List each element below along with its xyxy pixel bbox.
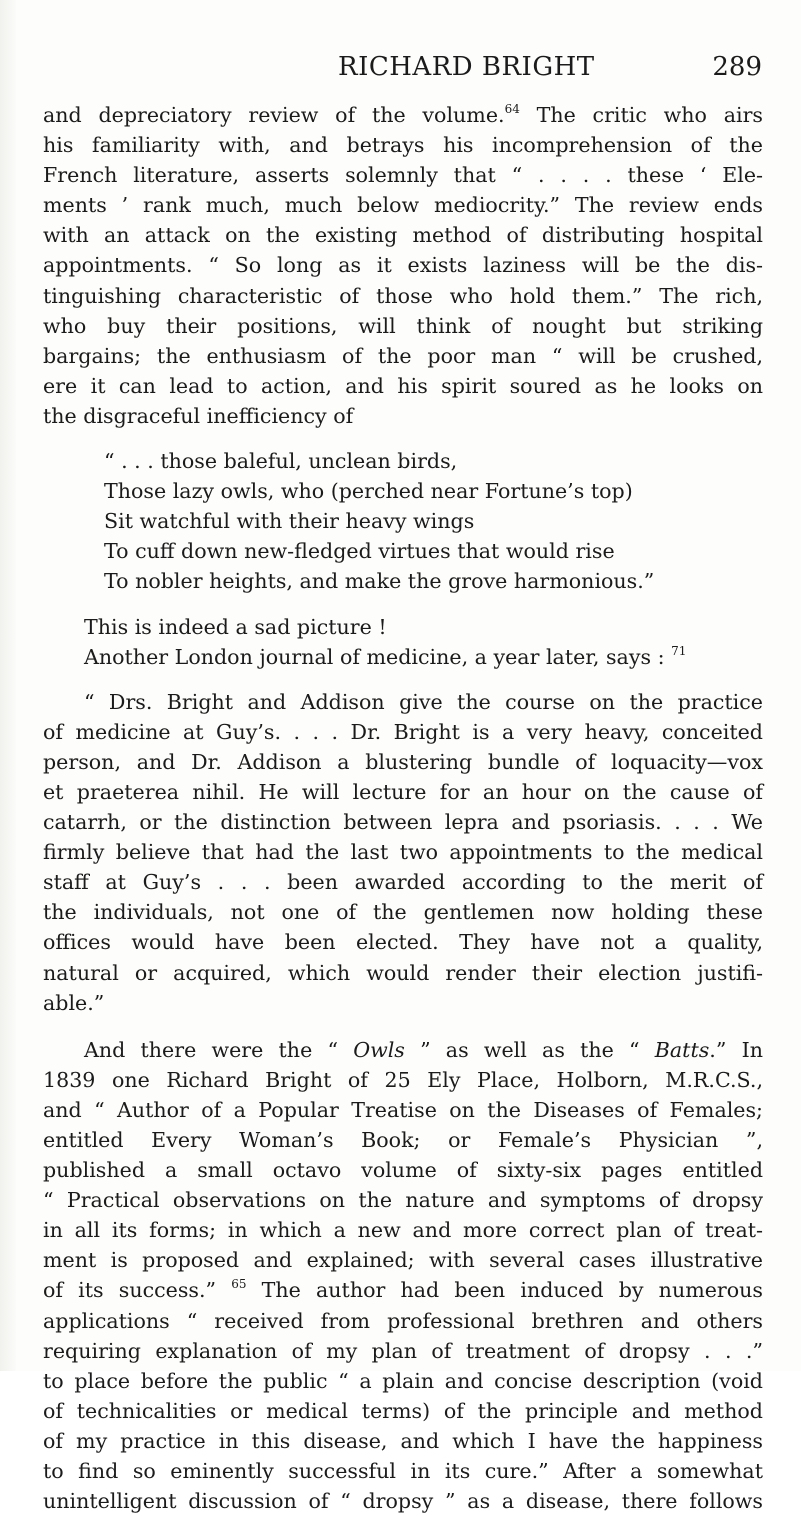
text-line: the individuals, not one of the gentlemen now holding these xyxy=(43,900,763,925)
text-line: of medicine at Guy’s. . . . Dr. Bright is a very heavy, conceited xyxy=(43,719,763,744)
text-line: applications “ received from professional brethren and others xyxy=(43,1308,763,1333)
text-line: ment is proposed and explained; with several cases illustrative xyxy=(43,1248,763,1273)
text-line: with an attack on the existing method of distributing hospital xyxy=(43,223,763,248)
paragraph-2 xyxy=(43,612,763,672)
verse-line: Those lazy owls, who (perched near Fortune’s top) xyxy=(104,479,633,504)
text-line: to place before the public “ a plain and concise description (void xyxy=(43,1368,763,1393)
text-line: offices would have been elected. They have not a quality, xyxy=(43,930,763,955)
spacer xyxy=(43,431,763,446)
paragraph-3 xyxy=(43,687,763,1018)
spacer xyxy=(43,672,763,687)
footnote-ref: 71 xyxy=(671,643,687,658)
text-line: bargains; the enthusiasm of the poor man “ will be crushed, xyxy=(43,343,763,368)
text-line: able.” xyxy=(43,990,105,1015)
text-line: of its success.” $^{65}$ The author had been induced by numerous xyxy=(43,1277,764,1303)
text-line: in all its forms; in which a new and more correct plan of treat- xyxy=(43,1218,763,1243)
verse-line: To nobler heights, and make the grove harmonious.” xyxy=(104,569,655,594)
text-line: requiring explanation of my plan of treatment of dropsy . . .” xyxy=(43,1338,763,1363)
text-line: of technicalities or medical terms) of the principle and method xyxy=(43,1398,763,1423)
text-line: 1839 one Richard Bright of 25 Ely Place, Holborn, M.R.C.S., xyxy=(43,1067,763,1092)
footnote-ref: 64 xyxy=(504,102,520,116)
body-text xyxy=(43,100,763,1516)
text-line: unintelligent discussion of “ dropsy ” as a disease, there follows xyxy=(43,1489,763,1514)
verse-quotation xyxy=(43,446,763,596)
text-line: published a small octavo volume of sixty-six pages entitled xyxy=(43,1158,763,1183)
text-line: person, and Dr. Addison a blustering bundle of loquacity—vox xyxy=(43,749,763,774)
text-line: This is indeed a sad picture ! xyxy=(84,614,387,639)
text-line: And there were the “ Owls ” as well as the “ Batts.” In xyxy=(84,1037,763,1062)
text-line: appointments. “ So long as it exists laziness will be the dis- xyxy=(43,253,763,278)
text-line: “ Drs. Bright and Addison give the course on the practice xyxy=(84,689,763,714)
text-line: of my practice in this disease, and which I have the happiness xyxy=(43,1428,763,1453)
text-line: and “ Author of a Popular Treatise on the Diseases of Females; xyxy=(43,1097,763,1122)
page-gutter xyxy=(0,0,16,1371)
spacer xyxy=(43,1018,763,1035)
text-line: ere it can lead to action, and his spirit soured as he looks on xyxy=(43,373,763,398)
text-line: entitled Every Woman’s Book; or Female’s Physician ”, xyxy=(43,1128,763,1152)
text-line: firmly believe that had the last two appointments to the medical xyxy=(43,840,763,865)
verse-line: Sit watchful with their heavy wings xyxy=(104,509,475,534)
text-line: Another London journal of medicine, a year later, says : $^{71}$ xyxy=(84,643,687,669)
text-line: the disgraceful inefficiency of xyxy=(43,403,354,428)
spacer xyxy=(43,597,763,612)
page-header xyxy=(0,52,801,88)
verse-line: To cuff down new-fledged virtues that would rise xyxy=(104,539,615,564)
text-line: and depreciatory review of the volume.$^{64}$ The critic who airs xyxy=(43,102,763,127)
running-title: RICHARD BRIGHT xyxy=(338,52,595,82)
text-line: French literature, asserts solemnly that “ . . . . these ‘ Ele- xyxy=(43,163,763,188)
text-line: tinguishing characteristic of those who hold them.” The rich, xyxy=(43,283,763,308)
verse-line: “ . . . those baleful, unclean birds, xyxy=(104,449,458,474)
italic-batts: Batts xyxy=(654,1037,710,1062)
text-line: catarrh, or the distinction between lepra and psoriasis. . . . We xyxy=(43,810,763,835)
text-line: to find so eminently successful in its cure.” After a somewhat xyxy=(43,1459,763,1484)
text-line: natural or acquired, which would render their election justifi- xyxy=(43,960,763,985)
text-line: “ Practical observations on the nature and symptoms of dropsy xyxy=(43,1188,763,1213)
paragraph-1 xyxy=(43,100,763,431)
page-number: 289 xyxy=(712,52,762,82)
text-line: ments ’ rank much, much below mediocrity.” The review ends xyxy=(43,193,763,218)
text-line: his familiarity with, and betrays his incomprehension of the xyxy=(43,133,763,158)
text-line: staff at Guy’s . . . been awarded according to the merit of xyxy=(43,870,763,895)
paragraph-4 xyxy=(43,1035,763,1516)
italic-owls: Owls xyxy=(353,1037,405,1062)
text-line: who buy their positions, will think of nought but striking xyxy=(43,313,763,338)
text-line: et praeterea nihil. He will lecture for an hour on the cause of xyxy=(43,779,763,804)
footnote-ref: 65 xyxy=(231,1277,247,1292)
